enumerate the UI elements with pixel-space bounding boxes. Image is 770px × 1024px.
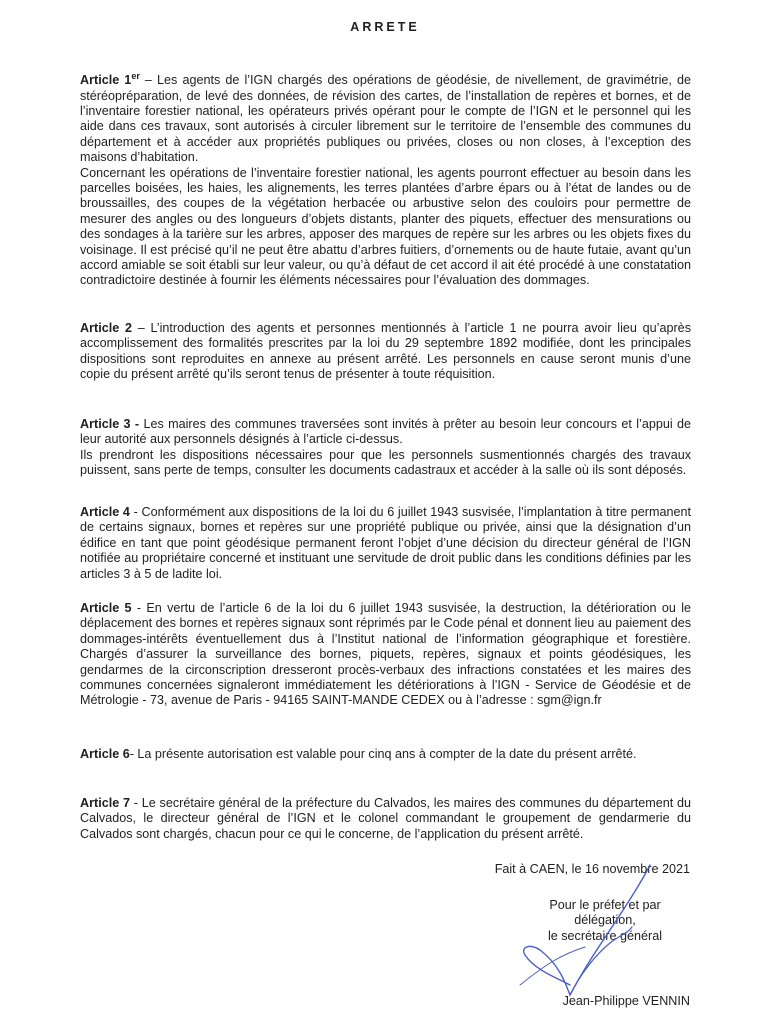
handwritten-signature-icon xyxy=(500,855,680,1005)
article-4-label: Article 4 xyxy=(80,505,130,519)
article-3-paragraph-2: Ils prendront les dispositions nécessaires pour que les personnels susmentionnés chargés des travaux puissent, sans perte de temps, consulter les documents cadastraux et accéder à la salle où ils sont déposés. xyxy=(80,447,691,478)
article-3-paragraph-1: Article 3 - Les maires des communes traversées sont invités à prêter au besoin leur concours et l’appui de leur autorité aux personnels désignés à l’article ci-dessus. xyxy=(80,417,691,447)
article-1-paragraph-1: Article 1er – Les agents de l’IGN chargés des opérations de géodésie, de nivellement, de gravimétrie, de stéréopréparation, de levé des données, de révision des cartes, de l’installation de repères et bornes, et de l’inventaire forestier national, les opérateurs privés opérant pour le compte de l’IGN et le personnel qui les aide dans ces travaux, sont autorisés à circuler librement sur le territoire de l’ensemble des communes du département et à accéder aux propriétés publiques ou privées, closes ou non closes, à l’exception des maisons d’habitation. xyxy=(80,71,692,165)
signatory-role-line-2: le secrétaire général xyxy=(547,928,663,943)
article-6-label: Article 6 xyxy=(80,747,130,761)
article-1-label: Article 1er xyxy=(80,71,140,88)
article-2 xyxy=(80,321,691,383)
article-4-paragraph-1: Article 4 - Conformément aux dispositions de la loi du 6 juillet 1943 susvisée, l’implantation à titre permanent de certains signaux, bornes et repères sur une propriété publique ou privée, ainsi que la désignation d’un édifice en tant que point géodésique permanent feront l’objet d’une décision du directeur général de l’IGN notifiée au propriétaire concerné et instituant une servitude de droit public dans les conditions définies par les articles 3 à 5 de ladite loi. xyxy=(80,505,692,581)
article-6 xyxy=(80,747,691,762)
article-7 xyxy=(80,796,691,842)
document-title: ARRETE xyxy=(350,20,420,34)
article-7-paragraph-1: Article 7 - Le secrétaire général de la préfecture du Calvados, les maires des communes du département du Calvados, le directeur général de l’IGN et le colonel commandant le groupement de gendarmerie du Calvados sont chargés, chacun pour ce qui le concerne, de l’application du présent arrêté. xyxy=(80,796,691,841)
signatory-name: Jean-Philippe VENNIN xyxy=(562,994,690,1008)
article-3-label: Article 3 - xyxy=(80,417,140,431)
article-2-label: Article 2 xyxy=(80,321,132,335)
article-5-label: Article 5 xyxy=(80,601,132,615)
article-6-paragraph-1: Article 6- La présente autorisation est valable pour cinq ans à compter de la date du présent arrêté. xyxy=(80,747,637,761)
article-1-paragraph-2: Concernant les opérations de l’inventaire forestier national, les agents pourront effectuer au besoin dans les parcelles boisées, les haies, les alignements, les terres plantées d’arbre épars ou à l’état de landes ou de broussailles, des coupes de la végétation herbacée ou arbustive selon des couloirs pour permettre de mesurer des angles ou des longueurs d’objets distants, planter des piquets, effectuer des mensurations ou des sondages à la tarière sur les arbres, apposer des marques de repère sur les arbres ou les objets fixes du voisinage. Il est précisé qu’il ne peut être abattu d’arbres fuitiers, d’ornements ou de haute futaie, avant qu’un accord amiable se soit établi sur leur valeur, ou qu’à défaut de cet accord il ait été procédé à une constatation contradictoire destinée à fournir les éléments nécessaires pour l’évaluation des dommages. xyxy=(80,165,691,288)
place-and-date: Fait à CAEN, le 16 novembre 2021 xyxy=(494,862,690,876)
article-3 xyxy=(80,417,691,479)
article-1 xyxy=(80,69,691,289)
signatory-role-line-1: Pour le préfet et par délégation, xyxy=(549,898,661,928)
article-2-paragraph-1: Article 2 – L’introduction des agents et personnes mentionnés à l’article 1 ne pourra avoir lieu qu’après accomplissement des formalités prescrites par la loi du 29 septembre 1892 modifiée, dont les principales dispositions sont reproduites en annexe au présent arrêté. Les personnels en cause seront munis d’une copie du présent arrêté qu’ils seront tenus de présenter à toute réquisition. xyxy=(80,321,691,382)
article-5 xyxy=(80,601,691,709)
article-7-label: Article 7 xyxy=(80,796,130,810)
article-5-paragraph-1: Article 5 - En vertu de l’article 6 de la loi du 6 juillet 1943 susvisée, la destruction, la détérioration ou le déplacement des bornes et repères signaux sont réprimés par le Code pénal et donnent lieu au paiement des dommages-intérêts éventuellement dus à l’Institut national de l’information géographique et forestière. Chargés d’assurer la surveillance des bornes, piquets, repères, signaux et points géodésiques, les gendarmes de la circonscription dresseront procès-verbaux des infractions constatées et les maires des communes concernées signaleront immédiatement les détériorations à l’IGN - Service de Géodésie et de Métrologie - 73, avenue de Paris - 94165 SAINT-MANDE CEDEX ou à l’adresse : sgm@ign.fr xyxy=(80,601,691,708)
article-4 xyxy=(80,505,691,582)
